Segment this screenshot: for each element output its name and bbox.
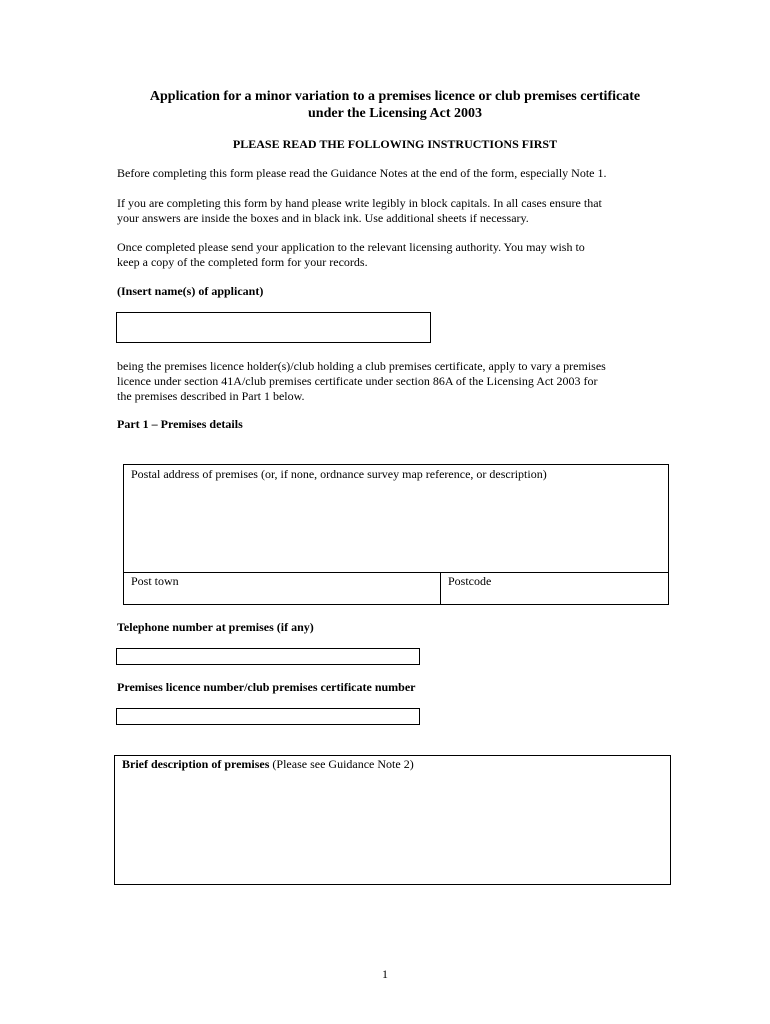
- submission-paragraph: [117, 240, 677, 270]
- declaration-line-1: being the premises licence holder(s)/club holding a club premises certificate, apply to vary a premises: [117, 359, 606, 373]
- form-title: [100, 88, 690, 122]
- applicant-name-field[interactable]: [116, 312, 431, 343]
- page-number: 1: [382, 967, 388, 981]
- applicant-name-label: (Insert name(s) of applicant): [117, 284, 264, 298]
- postcode-field[interactable]: [441, 573, 668, 604]
- postcode-label: Postcode: [448, 574, 492, 588]
- form-title-line-1: Application for a minor variation to a premises licence or club premises certificate: [149, 89, 641, 104]
- premises-description-label-note: (Please see Guidance Note 2): [269, 757, 414, 771]
- part1-heading: Part 1 – Premises details: [117, 417, 243, 431]
- hand-completion-line-1: If you are completing this form by hand please write legibly in block capitals. In all cases ensure that: [117, 196, 602, 210]
- postal-address-label: Postal address of premises (or, if none, ordnance survey map reference, or description): [131, 467, 547, 481]
- declaration-paragraph: [117, 359, 677, 404]
- premises-description-label: [122, 757, 414, 772]
- declaration-line-3: the premises described in Part 1 below.: [117, 389, 305, 403]
- submission-line-2: keep a copy of the completed form for your records.: [117, 255, 368, 269]
- premises-description-field[interactable]: [114, 755, 671, 885]
- declaration-line-2: licence under section 41A/club premises certificate under section 86A of the Licensing Act 2003 for: [117, 374, 598, 388]
- licence-number-field[interactable]: [116, 708, 420, 725]
- post-town-field[interactable]: [124, 573, 441, 604]
- instructions-heading: PLEASE READ THE FOLLOWING INSTRUCTIONS FIRST: [232, 137, 558, 151]
- hand-completion-paragraph: [117, 196, 677, 226]
- premises-description-label-bold: Brief description of premises: [122, 757, 270, 771]
- postal-address-field[interactable]: [124, 465, 668, 573]
- submission-line-1: Once completed please send your application to the relevant licensing authority. You may wish to: [117, 240, 585, 254]
- form-title-line-2: under the Licensing Act 2003: [308, 106, 482, 121]
- telephone-label: Telephone number at premises (if any): [117, 620, 314, 634]
- guidance-paragraph: [117, 166, 677, 181]
- licence-number-label: Premises licence number/club premises certificate number: [117, 680, 416, 694]
- guidance-text: Before completing this form please read the Guidance Notes at the end of the form, especially Note 1.: [117, 166, 607, 180]
- post-town-label: Post town: [131, 574, 179, 588]
- telephone-field[interactable]: [116, 648, 420, 665]
- hand-completion-line-2: your answers are inside the boxes and in black ink. Use additional sheets if necessary.: [117, 211, 529, 225]
- premises-address-table: [123, 464, 669, 605]
